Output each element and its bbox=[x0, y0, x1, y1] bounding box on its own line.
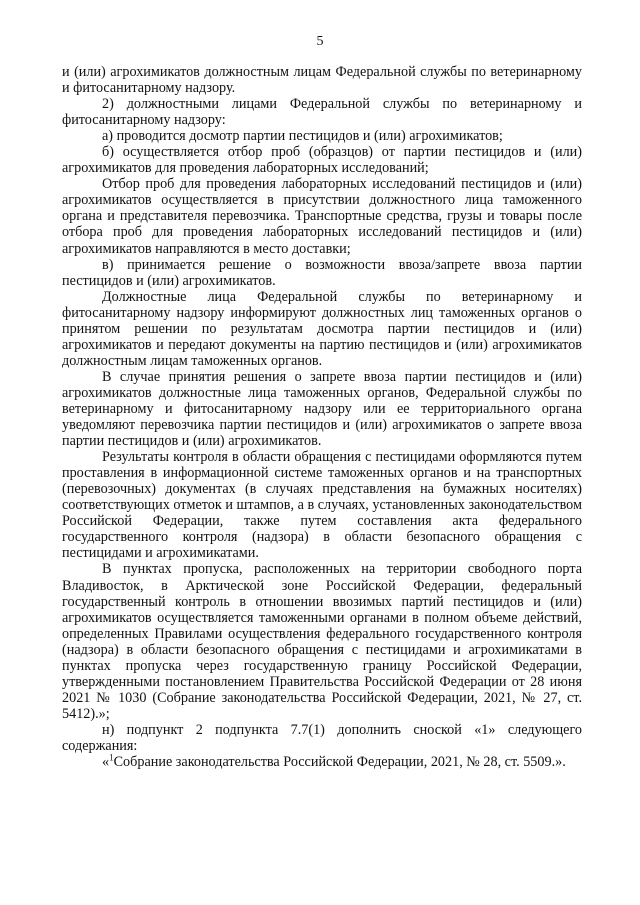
footnote-text: Собрание законодательства Российской Федерации, 2021, № 28, ст. 5509.». bbox=[113, 754, 566, 771]
footnote-paragraph bbox=[62, 754, 582, 770]
paragraph-item-v: в) принимается решение о возможности ввоза/запрете ввоза партии пестицидов и (или) агрохимикатов. bbox=[62, 256, 582, 289]
paragraph-control-results: Результаты контроля в области обращения с пестицидами оформляются путем проставления в информационной системе таможенных органов и на транспортных (перевозочных) документах (в случаях представления на бумажных носителях) соответствующих отметок и штампов, а в случаях, установленных законодательством Российской Федерации, также путем составления акта федерального государственного контроля (надзора) в области безопасного обращения с пестицидами и агрохимикатами. bbox=[62, 449, 582, 562]
footnote-mark: 1 bbox=[109, 752, 114, 763]
paragraph-ban-case: В случае принятия решения о запрете ввоза партии пестицидов и (или) агрохимикатов должностные лица таможенных органов, Федеральной службы по ветеринарному и фитосанитарному надзору или ее территориального органа уведомляют перевозчика партии пестицидов и (или) агрохимикатов о запрете ввоза партии пестицидов и (или) агрохимикатов. bbox=[62, 368, 582, 450]
paragraph-item-2: 2) должностными лицами Федеральной службы по ветеринарному и фитосанитарному надзору: bbox=[62, 96, 582, 129]
paragraph-item-b: б) осуществляется отбор проб (образцов) от партии пестицидов и (или) агрохимикатов для проведения лабораторных исследований; bbox=[62, 144, 582, 177]
paragraph-continuation: и (или) агрохимикатов должностным лицам Федеральной службы по ветеринарному и фитосанитарному надзору. bbox=[62, 64, 582, 97]
paragraph-informing: Должностные лица Федеральной службы по ветеринарному и фитосанитарному надзору информируют должностных лиц таможенных органов о принятом решении по результатам досмотра партии пестицидов и (или) агрохимикатов и передают документы на партию пестицидов и (или) агрохимикатов должностным лицам таможенных органов. bbox=[62, 288, 582, 369]
footnote-open-quote: « bbox=[102, 754, 110, 771]
paragraph-item-n: н) подпункт 2 подпункта 7.7(1) дополнить сноской «1» следующего содержания: bbox=[62, 721, 582, 754]
page-number: 5 bbox=[316, 34, 324, 49]
paragraph-vladivostok: В пунктах пропуска, расположенных на территории свободного порта Владивосток, в Арктической зоне Российской Федерации, федеральный государственный контроль в отношении ввозимых партий пестицидов и (или) агрохимикатов осуществляется таможенными органами в полном объеме действий, определенных Правилами осуществления федерального государственного контроля (надзора) в области безопасного обращения с пестицидами и агрохимикатами в пунктах пропуска через государственную границу Российской Федерации, утвержденными постановлением Правительства Российской Федерации от 28 июня 2021 № 1030 (Собрание законодательства Российской Федерации, 2021, № 27, ст. 5412).»; bbox=[62, 561, 582, 722]
document-body bbox=[62, 64, 582, 770]
paragraph-sampling: Отбор проб для проведения лабораторных исследований пестицидов и (или) агрохимикатов осуществляется в присутствии должностного лица таможенного органа и представителя перевозчика. Транспортные средства, грузы и товары после отбора проб для проведения лабораторных исследований пестицидов и (или) агрохимикатов направляются в место доставки; bbox=[62, 176, 582, 257]
paragraph-item-a: а) проводится досмотр партии пестицидов и (или) агрохимикатов; bbox=[102, 128, 503, 145]
